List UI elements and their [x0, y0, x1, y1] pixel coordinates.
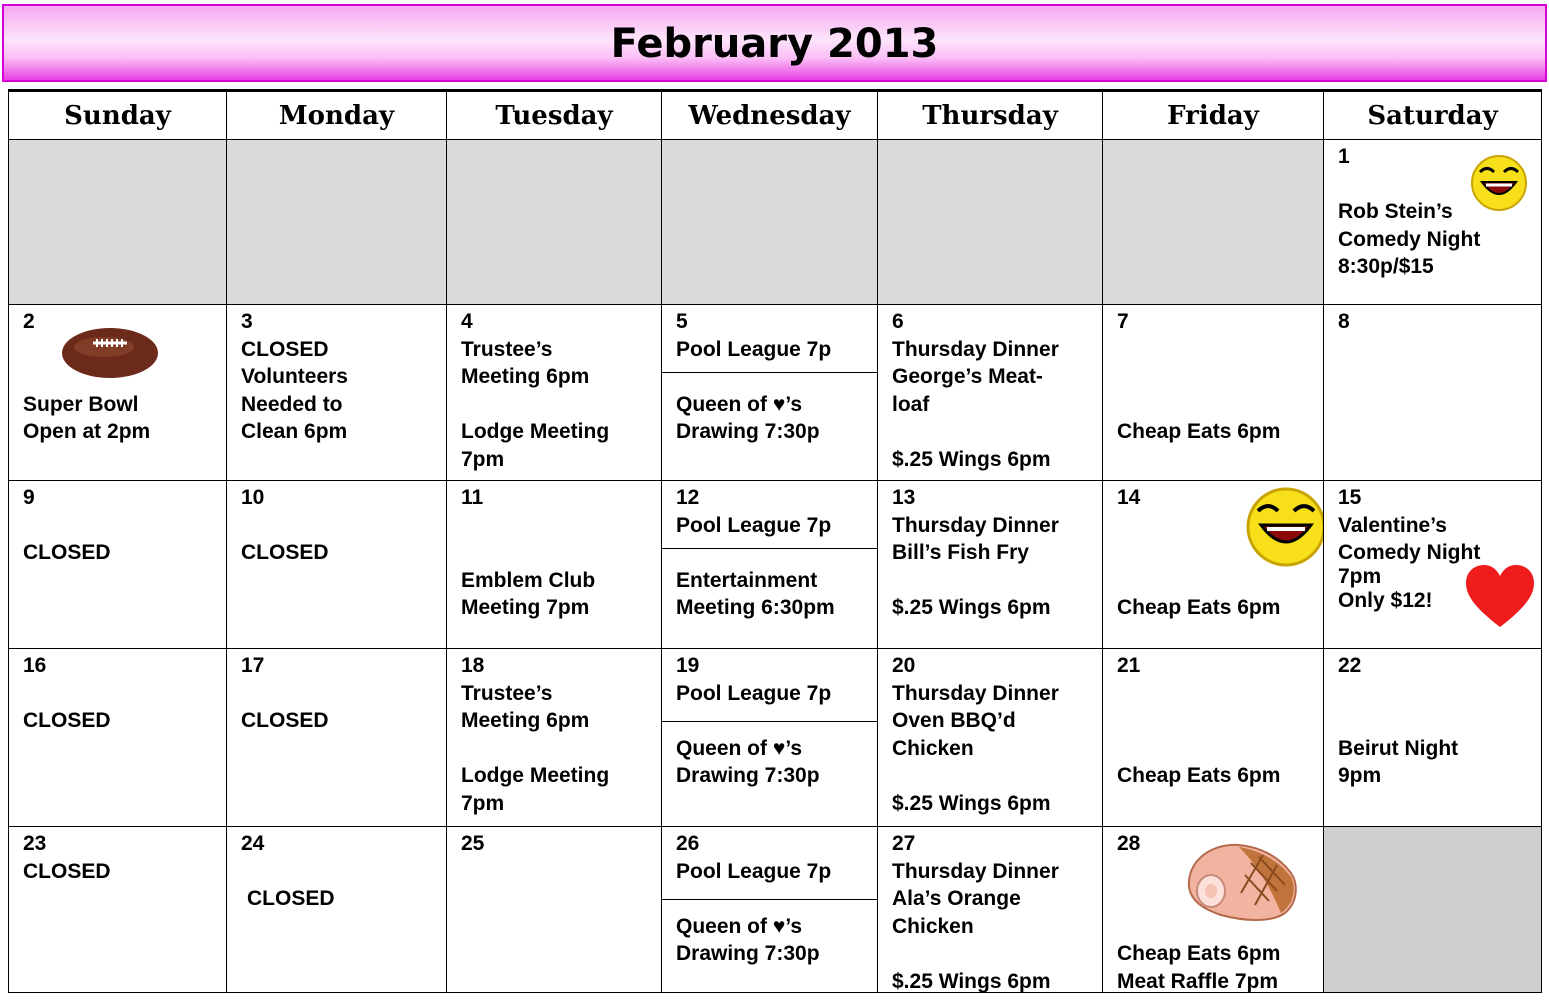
event-text: Super Bowl [23, 392, 139, 416]
day-number: 8 [1338, 310, 1350, 333]
day-cell-1 [1324, 140, 1542, 305]
event-text: CLOSED [241, 709, 329, 732]
empty-day-cell [662, 140, 878, 305]
event-text: Meeting 6pm [461, 365, 590, 388]
weekday-tuesday: Tuesday [447, 91, 662, 140]
event-text: Rob Stein’s [1338, 200, 1453, 223]
day-number: 7 [1117, 310, 1129, 333]
day-cell-5 [662, 305, 878, 481]
event-text: Pool League 7p [676, 337, 832, 361]
football-icon [59, 325, 161, 381]
weekday-monday: Monday [227, 91, 447, 140]
day-cell-26 [662, 827, 878, 993]
event-text: Volunteers [241, 365, 348, 388]
week-row [9, 305, 1542, 481]
day-cell-21 [1103, 649, 1324, 827]
week-row [9, 140, 1542, 305]
event-text: Meeting 7pm [461, 596, 590, 619]
event-text: Meeting 6pm [461, 709, 590, 732]
day-cell-24 [227, 827, 447, 993]
heart-icon: ♥ [772, 914, 786, 938]
day-number: 18 [461, 654, 485, 677]
empty-day-cell [9, 140, 227, 305]
day-number: 2 [23, 310, 35, 333]
event-text: Entertainment [676, 568, 818, 592]
event-text: CLOSED [23, 859, 111, 883]
event-text: CLOSED [23, 541, 111, 564]
event-text: Thursday Dinner [892, 859, 1059, 883]
event-text: Drawing 7:30p [676, 942, 820, 965]
event-text: CLOSED [23, 709, 111, 732]
event-text: Only $12! [1338, 588, 1433, 612]
day-cell-28 [1103, 827, 1324, 993]
day-number: 28 [1117, 832, 1141, 855]
event-text [676, 735, 875, 763]
weekday-header-row [9, 91, 1542, 140]
event-text: Cheap Eats 6pm [1117, 596, 1281, 619]
event-text: Beirut Night [1338, 736, 1459, 760]
day-cell-25 [447, 827, 662, 993]
day-cell-2 [9, 305, 227, 481]
day-cell-17 [227, 649, 447, 827]
event-text: Comedy Night [1338, 541, 1481, 564]
day-number: 23 [23, 832, 47, 855]
empty-day-cell [878, 140, 1103, 305]
day-number: 6 [892, 310, 904, 333]
event-text: Pool League 7p [676, 681, 832, 705]
event-text: Chicken [892, 736, 974, 760]
event-text: $.25 Wings 6pm [892, 791, 1051, 815]
day-number: 11 [461, 486, 484, 509]
day-cell-16 [9, 649, 227, 827]
event-text: 7pm [1338, 564, 1382, 588]
day-number: 14 [1117, 486, 1141, 509]
event-text [676, 913, 875, 941]
event-text: 7pm [461, 791, 505, 815]
event-text: CLOSED [247, 887, 335, 910]
event-text: Meat Raffle 7pm [1117, 969, 1279, 993]
day-cell-11 [447, 481, 662, 649]
event-text: Trustee’s [461, 337, 553, 361]
weekday-saturday: Saturday [1324, 91, 1542, 140]
week-row [9, 481, 1542, 649]
event-text: loaf [892, 392, 930, 416]
event-text: $.25 Wings 6pm [892, 969, 1051, 993]
day-cell-3 [227, 305, 447, 481]
event-text: $.25 Wings 6pm [892, 596, 1051, 619]
weekday-friday: Friday [1103, 91, 1324, 140]
event-text [676, 391, 875, 419]
event-text: 8:30p/$15 [1338, 255, 1434, 278]
event-text: Ala’s Orange [892, 887, 1021, 910]
event-text: Drawing 7:30p [676, 764, 820, 787]
day-number: 1 [1338, 145, 1350, 168]
event-text-part: Queen of [676, 736, 773, 760]
day-cell-18 [447, 649, 662, 827]
empty-day-cell [447, 140, 662, 305]
event-text: Thursday Dinner [892, 681, 1059, 705]
day-cell-20 [878, 649, 1103, 827]
day-number: 17 [241, 654, 265, 677]
day-number: 19 [676, 654, 700, 677]
event-text: CLOSED [241, 337, 329, 361]
event-text-part: Queen of [676, 392, 773, 416]
event-text: Comedy Night [1338, 227, 1481, 251]
day-number: 13 [892, 486, 916, 509]
day-cell-23 [9, 827, 227, 993]
day-number: 5 [676, 310, 688, 333]
day-cell-6 [878, 305, 1103, 481]
day-number: 25 [461, 832, 485, 855]
event-text: Cheap Eats 6pm [1117, 764, 1281, 787]
day-cell-12 [662, 481, 878, 649]
day-number: 27 [892, 832, 916, 855]
calendar-grid [8, 89, 1542, 993]
day-cell-9 [9, 481, 227, 649]
calendar-title: February 2013 [2, 4, 1547, 82]
event-text: Lodge Meeting [461, 420, 610, 443]
day-cell-19 [662, 649, 878, 827]
laughing-face-icon [1468, 150, 1530, 212]
day-number: 10 [241, 486, 265, 509]
event-text: Needed to [241, 392, 343, 416]
red-heart-icon [1464, 563, 1536, 629]
day-cell-22 [1324, 649, 1542, 827]
event-text: Pool League 7p [676, 513, 832, 537]
week-row [9, 649, 1542, 827]
event-text: George’s Meat- [892, 365, 1043, 388]
event-text: Bill’s Fish Fry [892, 541, 1029, 564]
day-cell-8 [1324, 305, 1542, 481]
laughing-face-icon [1241, 481, 1324, 568]
day-cell-10 [227, 481, 447, 649]
event-text: Thursday Dinner [892, 337, 1059, 361]
event-text: Drawing 7:30p [676, 420, 820, 443]
day-cell-14 [1103, 481, 1324, 649]
day-cell-27 [878, 827, 1103, 993]
event-text: Valentine’s [1338, 513, 1447, 537]
day-number: 26 [676, 832, 700, 855]
empty-day-cell [1324, 827, 1542, 993]
week-row [9, 827, 1542, 993]
event-text: Oven BBQ’d [892, 709, 1016, 732]
event-text: Chicken [892, 914, 974, 938]
event-text: Lodge Meeting [461, 764, 610, 787]
day-number: 16 [23, 654, 47, 677]
weekday-thursday: Thursday [878, 91, 1103, 140]
event-text: Open at 2pm [23, 420, 151, 443]
event-text-part: ’s [785, 914, 803, 938]
empty-day-cell [1103, 140, 1324, 305]
event-text: 9pm [1338, 764, 1382, 787]
event-text: $.25 Wings 6pm [892, 447, 1051, 471]
event-text-part: Queen of [676, 914, 773, 938]
event-text: CLOSED [241, 541, 329, 564]
event-text: Cheap Eats 6pm [1117, 420, 1281, 443]
day-number: 22 [1338, 654, 1362, 677]
day-number: 4 [461, 310, 473, 333]
weekday-sunday: Sunday [9, 91, 227, 140]
heart-icon: ♥ [772, 392, 786, 416]
empty-day-cell [227, 140, 447, 305]
heart-icon: ♥ [772, 736, 786, 760]
day-number: 15 [1338, 486, 1362, 509]
ham-icon [1181, 835, 1303, 927]
weekday-wednesday: Wednesday [662, 91, 878, 140]
event-text: Pool League 7p [676, 859, 832, 883]
day-cell-15 [1324, 481, 1542, 649]
event-text: Emblem Club [461, 568, 596, 592]
day-cell-4 [447, 305, 662, 481]
event-text: Cheap Eats 6pm [1117, 942, 1281, 965]
day-number: 21 [1117, 654, 1141, 677]
day-number: 9 [23, 486, 35, 509]
day-cell-13 [878, 481, 1103, 649]
event-text-part: ’s [785, 392, 803, 416]
day-number: 3 [241, 310, 253, 333]
event-text: Meeting 6:30pm [676, 596, 835, 619]
day-cell-7 [1103, 305, 1324, 481]
event-text: 7pm [461, 447, 505, 471]
event-text: Clean 6pm [241, 420, 348, 443]
day-number: 12 [676, 486, 700, 509]
event-text: Thursday Dinner [892, 513, 1059, 537]
event-text: Trustee’s [461, 681, 553, 705]
event-text-part: ’s [785, 736, 803, 760]
day-number: 24 [241, 832, 265, 855]
day-number: 20 [892, 654, 916, 677]
